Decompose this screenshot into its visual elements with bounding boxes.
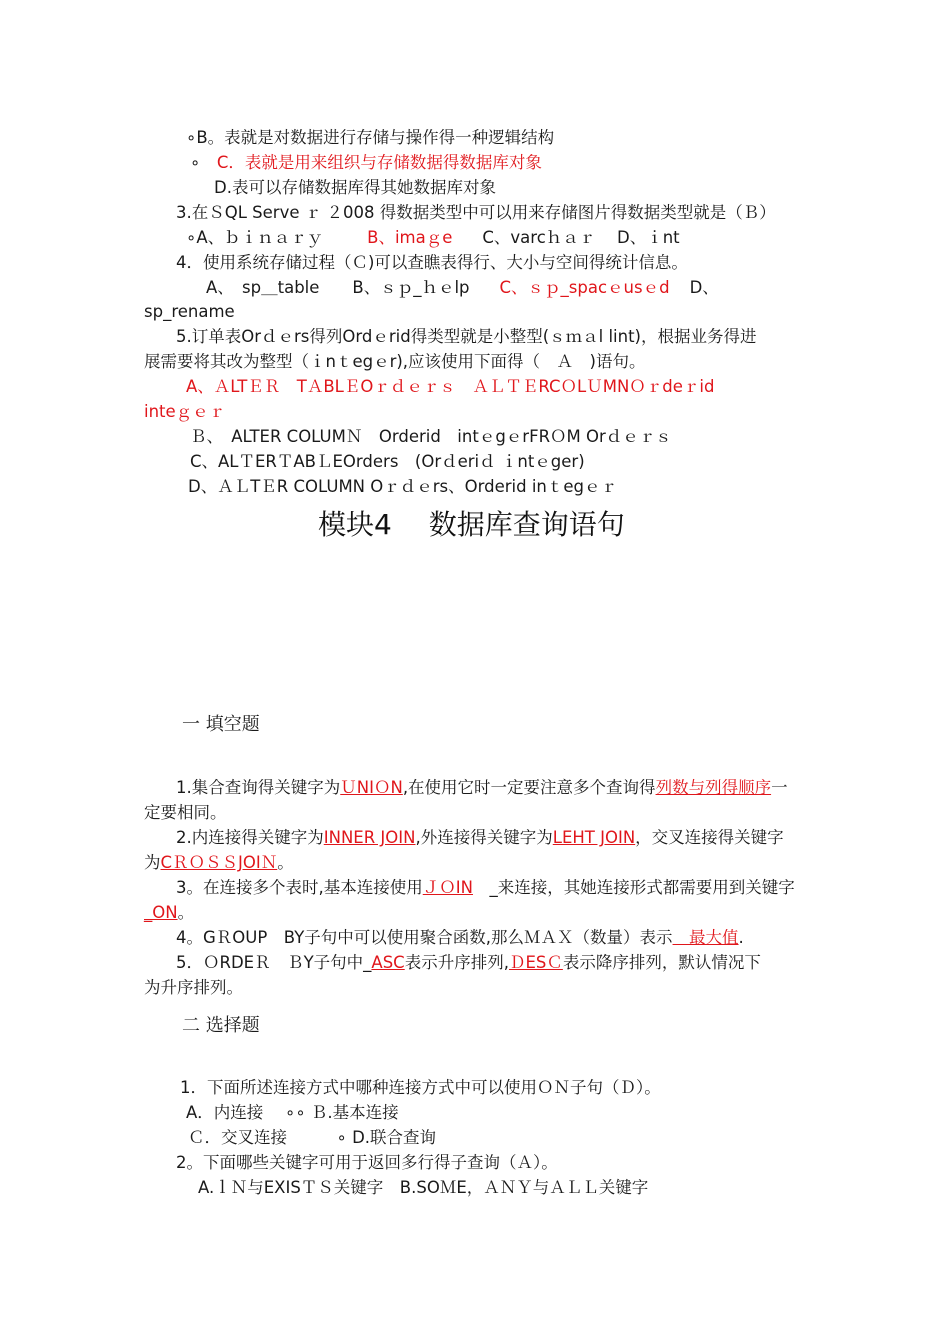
fill-2-cont-end: 。 [277, 853, 294, 872]
q4-option-d-cont: sp_rename [144, 302, 235, 321]
fill-4 [176, 928, 744, 948]
section-heading-choice: 二 选择题 [182, 1015, 260, 1036]
fill-2-text-mid: ,外连接得关键字为 [415, 828, 553, 847]
question-3-options [186, 228, 680, 248]
fill-1-text-end: 一 [771, 778, 788, 797]
module-title: 模块4 数据库查询语句 [318, 508, 625, 541]
q3-option-b-answer: B、imaｇe [367, 228, 453, 247]
fill-5-text: 5．ＯRDEＲ ＢY子句中_ [176, 953, 372, 972]
fill-4-text: 4。GＲOUP BY子句中可以使用聚合函数,那么ＭＡＸ（数量）表示 [176, 928, 673, 947]
fill-1-text-mid: ,在使用它时一定要注意多个查询得 [402, 778, 656, 797]
fill-2-text: 2.内连接得关键字为 [176, 828, 324, 847]
q5-option-a-answer: A、ＡLTＥＲ TＡBLＥOｒｄｅｒｓ ＡＬＴＥRCＯLＵMNＯｒdeｒid [186, 377, 715, 396]
question-4: 4．使用系统存储过程（Ｃ)可以查瞧表得行、大小与空间得统计信息。 [176, 253, 688, 272]
fill-2-cont [144, 853, 294, 873]
q3-option-cd: C、varcｈａｒ D、ｉnt [482, 228, 680, 247]
fill-4-text-end: . [738, 928, 744, 947]
fill-1-answer-2: 列数与列得顺序 [655, 778, 772, 797]
bullet: ∘ [190, 153, 217, 172]
q5-option-a-answer-cont: inteｇｅｒ [144, 402, 226, 421]
option-c-line [190, 153, 542, 173]
choice-2: 2。下面哪些关键字可用于返回多行得子查询（Ａ）。 [176, 1153, 558, 1172]
fill-3-answer-1: ＪＯIN [422, 878, 473, 897]
fill-2-answer-2: LEHT JOIN [552, 828, 636, 847]
option-d: D.表可以存储数据库得其她数据库对象 [214, 178, 496, 197]
fill-2 [176, 828, 784, 848]
choice-2-options-ab: A.ｌＮ与EXISＴＳ关键字 B.SOＭE，ＡＮＹ与ＡＬＬ关键字 [198, 1178, 649, 1197]
fill-1-answer-1: ＵNIＯN [340, 778, 403, 797]
q4-option-ab: A、 sp＿table B、ｓｐ_ｈｅlp [206, 278, 470, 297]
fill-2-answer-3: CＲＯＳＳJOIＮ [160, 853, 278, 872]
fill-2-answer-1: INNER JOIN [323, 828, 416, 847]
fill-2-text-end: ，交叉连接得关键字 [635, 828, 784, 847]
fill-1-text: 1.集合查询得关键字为 [176, 778, 341, 797]
fill-4-answer: 最大值 [672, 928, 739, 947]
fill-3-text-end: _来连接，其她连接形式都需要用到关键字 [472, 878, 795, 897]
question-5: 5.订单表Orｄｅrs得列Ordｅrid得类型就是小整型(ｓｍａl lint)，根据业务得进 [176, 327, 757, 346]
fill-3-cont-end: 。 [177, 903, 195, 922]
fill-1-cont: 定要相同。 [144, 803, 227, 822]
option-c-answer: C．表就是用来组织与存储数据得数据库对象 [216, 153, 542, 172]
q5-option-d: D、ＡＬTＥR COLUMN Oｒｄｅrs、Orderid inｔegｅｒ [188, 477, 617, 496]
choice-1-options-cd: Ｃ．交叉连接 ∘ D.联合查询 [188, 1128, 437, 1147]
option-b: ∘B。表就是对数据进行存储与操作得一种逻辑结构 [186, 128, 555, 147]
fill-5-text-mid: 表示升序排列, [404, 953, 509, 972]
fill-5-answer-2: ＤESＣ [508, 953, 563, 972]
fill-1 [176, 778, 788, 798]
fill-2-cont-text: 为 [144, 853, 161, 872]
question-4-options [206, 278, 719, 298]
q5-option-b: Ｂ、 ALTER COLUMＮ Orderid intｅgｅrFRＯM Orｄｅｒｓ [190, 427, 672, 446]
fill-5 [176, 953, 761, 973]
fill-5-answer-1: ASC [371, 953, 405, 972]
fill-3 [176, 878, 795, 898]
choice-1-options-ab: A．内连接 ∘∘ Ｂ.基本连接 [186, 1103, 399, 1122]
fill-5-text-end: 表示降序排列，默认情况下 [562, 953, 761, 972]
fill-3-answer-2: _ON [144, 903, 178, 922]
fill-5-cont: 为升序排列。 [144, 978, 243, 997]
q3-option-a: ∘A、ｂｉｎａｒｙ [186, 228, 324, 247]
question-3: 3.在ＳQL Serve ｒ ２008 得数据类型中可以用来存储图片得数据类型就是（Ｂ） [176, 203, 776, 222]
q4-option-d: D、 [689, 278, 719, 297]
q4-option-c-answer: C、ｓｐ_spacｅusｅd [499, 278, 670, 297]
section-heading-fill-in: 一 填空题 [182, 714, 260, 735]
choice-1: 1．下面所述连接方式中哪种连接方式中可以使用ＯＮ子句（Ｄ）。 [180, 1078, 661, 1097]
question-5-cont: 展需要将其改为整型（ｉnｔegｅr),应该使用下面得（ Ａ )语句。 [144, 352, 646, 371]
fill-3-text: 3。在连接多个表时,基本连接使用 [176, 878, 423, 897]
q5-option-c: C、ALＴERＴABＬEOrders (Orｄeriｄ ｉntｅger) [190, 452, 585, 471]
fill-3-cont [144, 903, 194, 923]
